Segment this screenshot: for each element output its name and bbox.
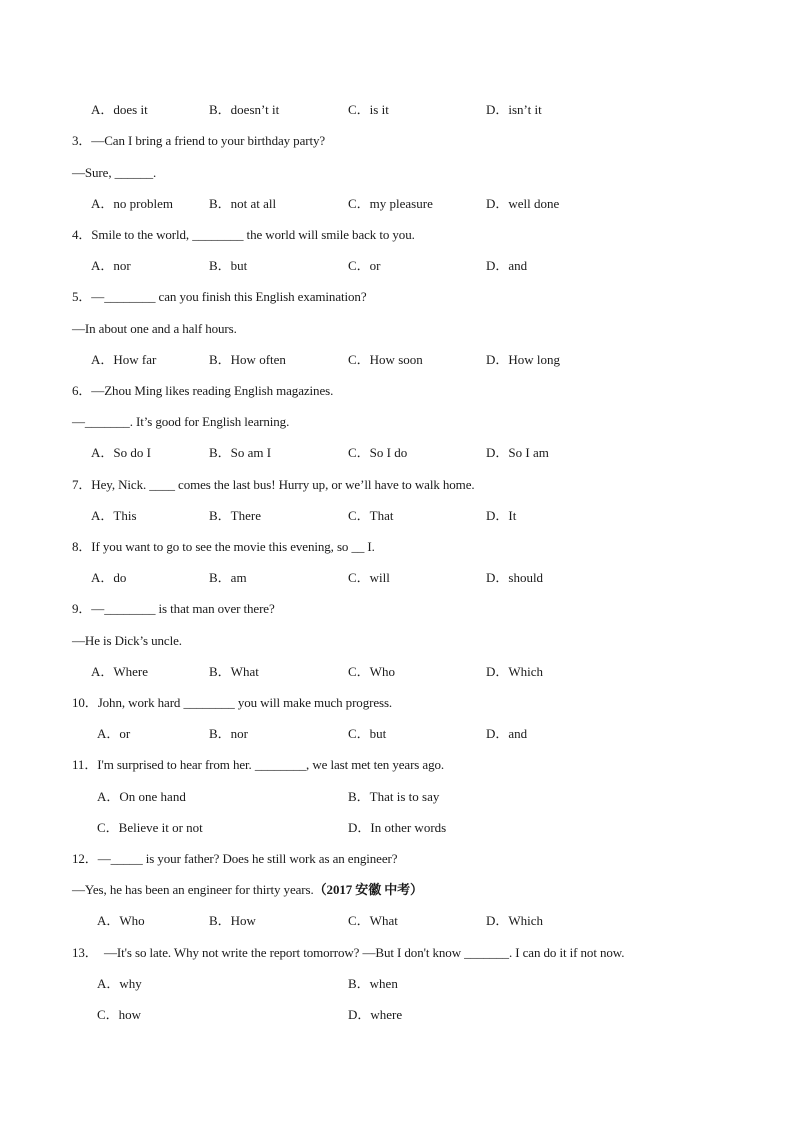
q12-option-c[interactable]: C．What — [348, 913, 398, 928]
q3-reply: —Sure, ______. — [72, 165, 157, 180]
q12-reply-line — [72, 880, 423, 900]
q4-option-a[interactable]: A．nor — [91, 258, 131, 273]
q5-option-d[interactable]: D．How long — [486, 352, 561, 367]
q7-option-c[interactable]: C．That — [348, 508, 394, 523]
q5-option-b[interactable]: B．How often — [209, 352, 286, 367]
q12-option-b[interactable]: B．How — [209, 913, 256, 928]
q13-option-b[interactable]: B．when — [348, 976, 398, 991]
q6-stem: 6．—Zhou Ming likes reading English magazines. — [72, 383, 334, 398]
q10-option-b[interactable]: B．nor — [209, 726, 249, 741]
q8-option-b[interactable]: B．am — [209, 570, 247, 585]
q12-reply: —Yes, he has been an engineer for thirty years. — [72, 882, 314, 897]
q12-stem: 12．—_____ is your father? Does he still work as an engineer? — [72, 851, 398, 866]
q12-source: （2017 安徽 中考） — [313, 882, 423, 897]
q13-stem: 13． —It's so late. Why not write the report tomorrow? —But I don't know _______. I can do it if not now. — [72, 945, 625, 960]
q3-option-d[interactable]: D．well done — [486, 196, 560, 211]
q7-stem: 7．Hey, Nick. ____ comes the last bus! Hurry up, or we’ll have to walk home. — [72, 477, 475, 492]
q4-option-d[interactable]: D．and — [486, 258, 528, 273]
q3-stem: 3．—Can I bring a friend to your birthday party? — [72, 133, 326, 148]
q9-reply: —He is Dick’s uncle. — [72, 633, 182, 648]
q7-option-d[interactable]: D．It — [486, 508, 517, 523]
q6-reply: —_______. It’s good for English learning. — [72, 414, 290, 429]
q8-option-d[interactable]: D．should — [486, 570, 544, 585]
q3-option-b[interactable]: B．not at all — [209, 196, 277, 211]
q11-option-d[interactable]: D．In other words — [348, 820, 447, 835]
q8-option-a[interactable]: A．do — [91, 570, 127, 585]
q4-option-c[interactable]: C．or — [348, 258, 381, 273]
q3-option-c[interactable]: C．my pleasure — [348, 196, 433, 211]
q10-option-c[interactable]: C．but — [348, 726, 387, 741]
q6-option-a[interactable]: A．So do I — [91, 445, 151, 460]
q10-stem: 10．John, work hard ________ you will make much progress. — [72, 695, 393, 710]
q2-option-a[interactable]: A．does it — [91, 102, 148, 117]
q12-option-a[interactable]: A．Who — [97, 913, 145, 928]
q11-stem: 11．I'm surprised to hear from her. ________, we last met ten years ago. — [72, 757, 445, 772]
q7-option-a[interactable]: A．This — [91, 508, 137, 523]
q13-option-c[interactable]: C．how — [97, 1007, 142, 1022]
q3-option-a[interactable]: A．no problem — [91, 196, 173, 211]
q9-option-a[interactable]: A．Where — [91, 664, 149, 679]
q5-stem: 5．—________ can you finish this English examination? — [72, 289, 367, 304]
q11-option-a[interactable]: A．On one hand — [97, 789, 186, 804]
q2-option-c[interactable]: C．is it — [348, 102, 389, 117]
q12-option-d[interactable]: D．Which — [486, 913, 544, 928]
q4-option-b[interactable]: B．but — [209, 258, 248, 273]
q5-reply: —In about one and a half hours. — [72, 321, 237, 336]
q13-option-d[interactable]: D．where — [348, 1007, 403, 1022]
q2-option-b[interactable]: B．doesn’t it — [209, 102, 280, 117]
q11-option-c[interactable]: C．Believe it or not — [97, 820, 203, 835]
q8-stem: 8．If you want to go to see the movie this evening, so __ I. — [72, 539, 375, 554]
q4-stem: 4．Smile to the world, ________ the world will smile back to you. — [72, 227, 415, 242]
q9-option-c[interactable]: C．Who — [348, 664, 395, 679]
q9-stem: 9．—________ is that man over there? — [72, 601, 275, 616]
q11-option-b[interactable]: B．That is to say — [348, 789, 440, 804]
q10-option-a[interactable]: A．or — [97, 726, 131, 741]
q2-option-d[interactable]: D．isn’t it — [486, 102, 542, 117]
q6-option-c[interactable]: C．So I do — [348, 445, 408, 460]
q5-option-a[interactable]: A．How far — [91, 352, 157, 367]
q7-option-b[interactable]: B．There — [209, 508, 261, 523]
q9-option-d[interactable]: D．Which — [486, 664, 544, 679]
q13-option-a[interactable]: A．why — [97, 976, 142, 991]
q6-option-b[interactable]: B．So am I — [209, 445, 272, 460]
q5-option-c[interactable]: C．How soon — [348, 352, 423, 367]
q9-option-b[interactable]: B．What — [209, 664, 259, 679]
q8-option-c[interactable]: C．will — [348, 570, 390, 585]
q6-option-d[interactable]: D．So I am — [486, 445, 549, 460]
q10-option-d[interactable]: D．and — [486, 726, 528, 741]
